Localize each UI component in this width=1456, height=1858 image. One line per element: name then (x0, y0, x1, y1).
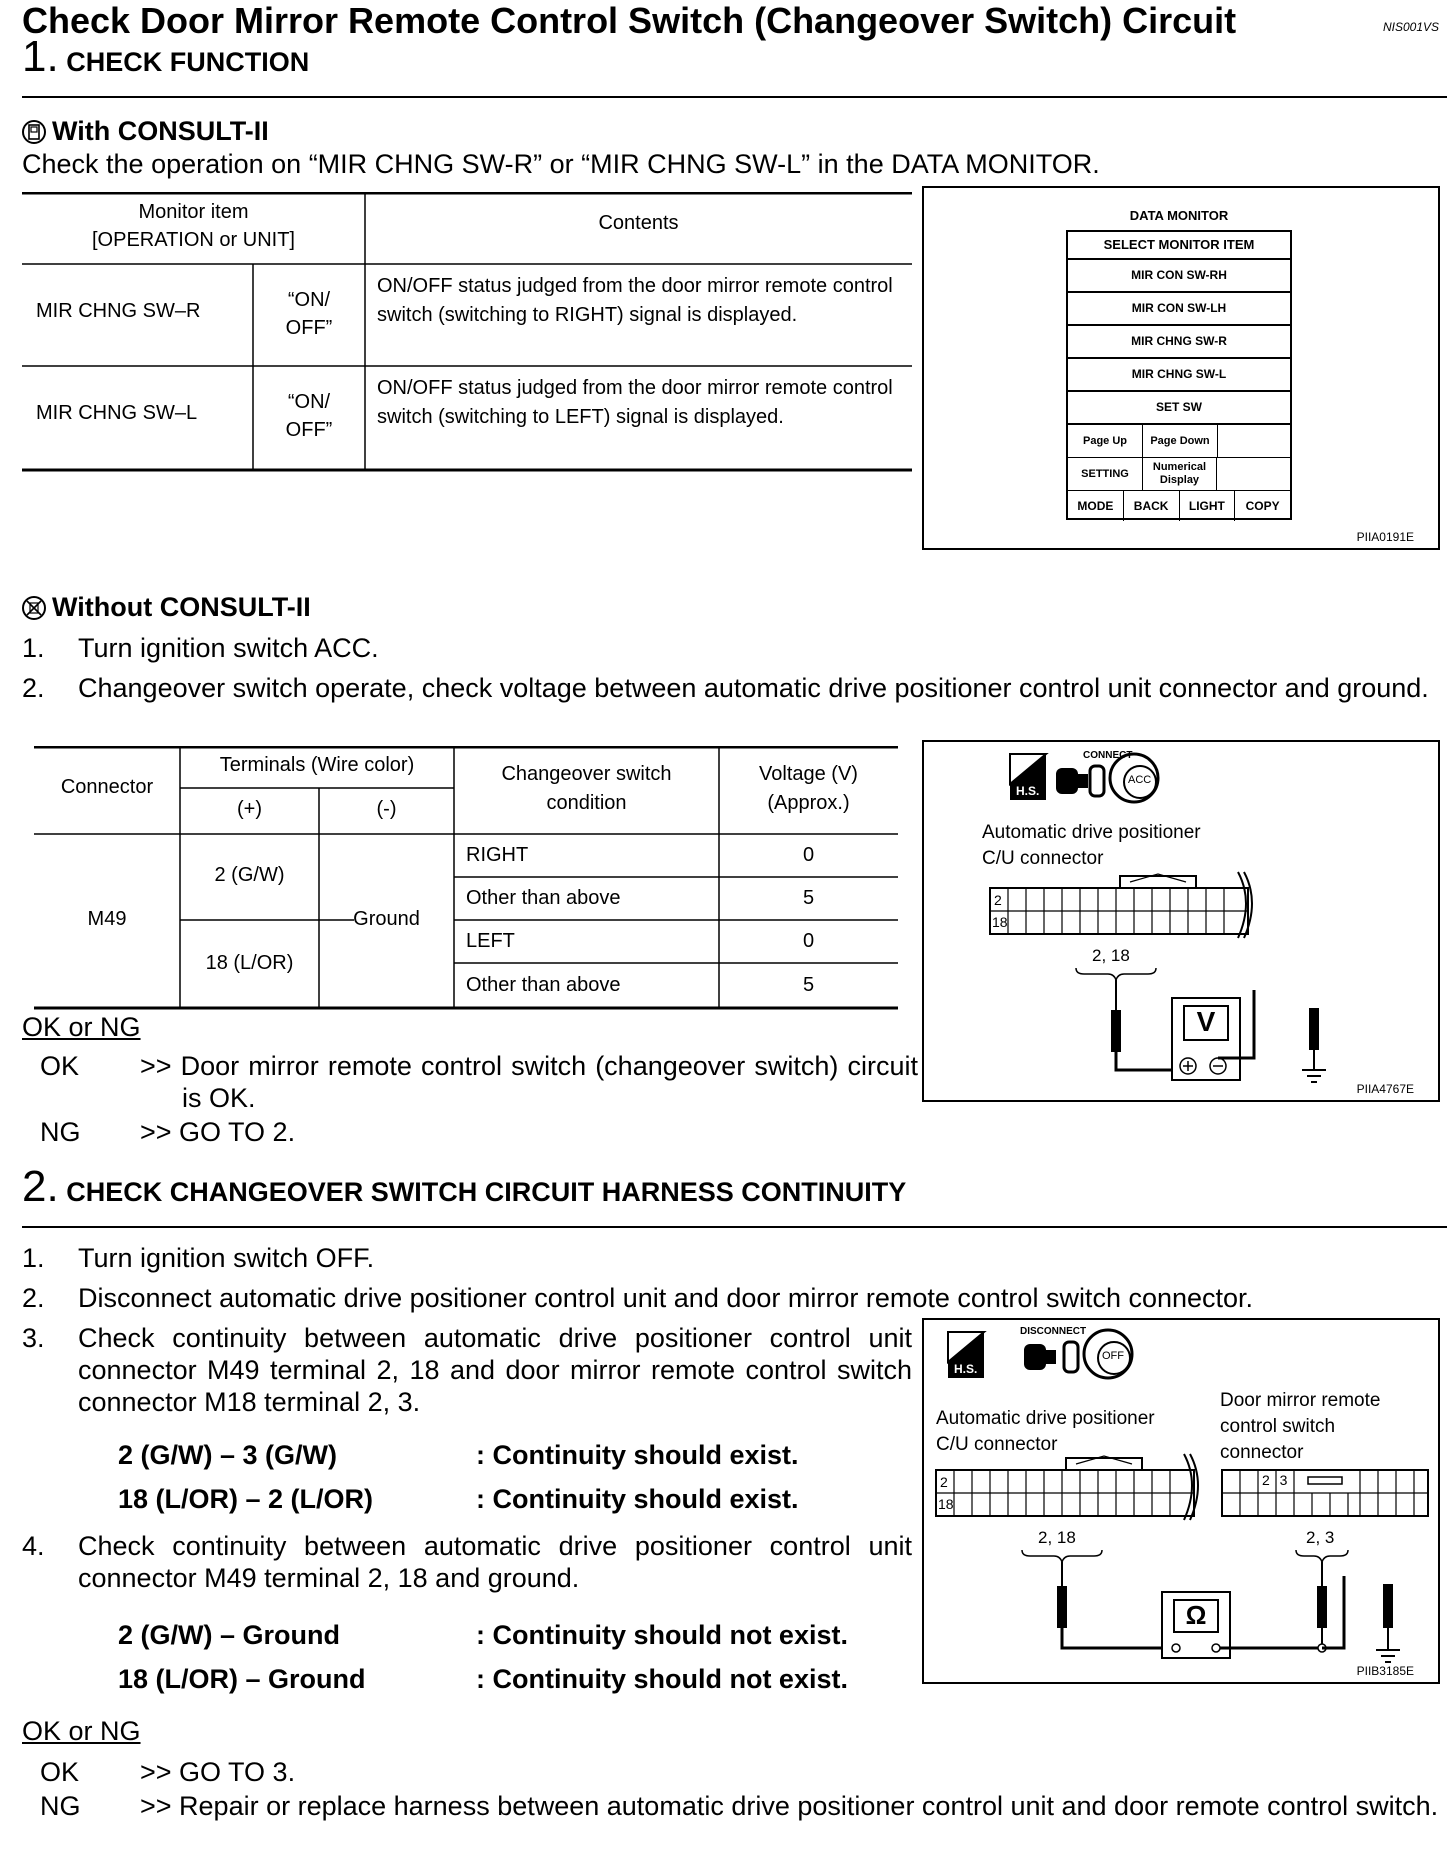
check-result: : Continuity should not exist. (476, 1620, 848, 1650)
vt-voltage: 5 (802, 887, 815, 909)
ok-text: >> Door mirror remote control switch (changeover switch) circuit is OK. (140, 1051, 918, 1113)
data-monitor-screen (1066, 230, 1292, 520)
acc-label: ACC (1128, 774, 1152, 786)
terminal-label-left: 2, 18 (1038, 1528, 1076, 1547)
vt-header-plus: (+) (237, 798, 262, 820)
step2-item-2: 2. Disconnect automatic drive positioner control unit and door mirror remote control switch connector. (22, 1282, 1447, 1314)
vt-condition: Other than above (466, 974, 621, 996)
vt-voltage: 5 (802, 974, 815, 996)
vt-ground: Ground (353, 908, 420, 930)
monitor-row2-contents: ON/OFF status judged from the door mirror remote control switch (switching to LEFT) signal is displayed. (377, 377, 893, 428)
with-consult-text: Check the operation on “MIR CHNG SW-R” or “MIR CHNG SW-L” in the DATA MONITOR. (22, 149, 1100, 179)
without-consult-heading (22, 592, 311, 623)
off-label: OFF (1102, 1350, 1124, 1362)
vt-condition: RIGHT (466, 844, 529, 866)
check-pair: 18 (L/OR) – Ground (118, 1664, 366, 1694)
terminal-label-right: 2, 3 (1306, 1528, 1335, 1547)
vt-voltage: 0 (802, 930, 815, 952)
check-result: : Continuity should exist. (476, 1440, 799, 1470)
ok-label: OK (40, 1051, 80, 1081)
with-consult-heading (22, 116, 269, 147)
voltage-table (34, 746, 898, 1010)
figure-id: PIIA0191E (1356, 530, 1414, 544)
copy-button[interactable]: COPY (1245, 499, 1280, 513)
light-button[interactable]: LIGHT (1180, 491, 1236, 521)
ng-text: >> Repair or replace harness between automatic drive positioner control unit and door remote control switch. (140, 1791, 1439, 1821)
figure-id: PIIA4767E (1356, 1082, 1414, 1096)
vt-header-terminals: Terminals (Wire color) (219, 754, 415, 776)
check-result: : Continuity should exist. (476, 1484, 799, 1514)
terminal-label: 2, 18 (1092, 946, 1130, 965)
ok-label: OK (40, 1757, 80, 1787)
ok-ng-label: OK or NG (22, 1716, 141, 1746)
figure-id: PIIB3185E (1356, 1664, 1414, 1678)
monitor-row1-contents: ON/OFF status judged from the door mirror remote control switch (switching to RIGHT) signal is displayed. (377, 275, 893, 326)
check-pair: 2 (G/W) – Ground (118, 1620, 340, 1650)
step2-item-3: 3. Check continuity between automatic drive positioner control unit connector M49 terminal 2, 18 and door mirror remote control switch connector M18 terminal 2, 3. (22, 1323, 912, 1417)
monitor-row2-unit: “ON/ OFF” (285, 391, 333, 441)
disconnect-label: DISCONNECT (1020, 1326, 1087, 1337)
monitor-row1-item: MIR CHNG SW–R (36, 300, 201, 322)
consult-icon (22, 120, 46, 144)
without-step-2-text: Changeover switch operate, check voltage between automatic drive positioner control unit connector and ground. (78, 673, 1429, 703)
continuity-check-diagram (924, 1320, 1442, 1686)
page-title: Check Door Mirror Remote Control Switch (Changeover Switch) Circuit (22, 0, 1237, 41)
select-monitor-item[interactable]: SELECT MONITOR ITEM (1068, 232, 1290, 260)
doc-id: NIS001VS (1383, 20, 1440, 34)
numerical-display-button[interactable]: Numerical Display (1143, 458, 1217, 490)
pin-18: 18 (992, 914, 1008, 930)
vt-connector: M49 (87, 908, 127, 930)
vt-condition: LEFT (466, 930, 515, 952)
pin-2: 2 (940, 1474, 948, 1490)
hs-label: H.S. (954, 1362, 978, 1376)
step1-heading-text: CHECK FUNCTION (66, 47, 310, 77)
monitor-row1-unit: “ON/ OFF” (285, 289, 333, 339)
left-connector-label: Automatic drive positioner C/U connector (936, 1408, 1155, 1455)
step2-item-3-text: Check continuity between automatic drive positioner control unit connector M49 terminal 2, 18 and door mirror remote control switch connector M18 terminal 2, 3. (78, 1323, 912, 1417)
vt-header-minus: (-) (376, 798, 397, 820)
pins-2-3: 2 3 (1262, 1472, 1291, 1488)
figure-data-monitor (922, 186, 1440, 550)
step2-heading-text: CHECK CHANGEOVER SWITCH CIRCUIT HARNESS CONTINUITY (66, 1177, 907, 1207)
vt-condition: Other than above (466, 887, 621, 909)
monitor-option[interactable]: MIR CHNG SW-R (1068, 326, 1290, 359)
step2-item-2-text: Disconnect automatic drive positioner control unit and door mirror remote control switch connector. (78, 1283, 1254, 1313)
connect-label: CONNECT (1083, 750, 1133, 761)
check-pair: 2 (G/W) – 3 (G/W) (118, 1440, 337, 1470)
vt-header-condition: Changeover switch condition (501, 763, 672, 814)
ok-text: >> GO TO 3. (140, 1757, 296, 1787)
divider (22, 96, 1447, 98)
step1-heading (22, 32, 309, 82)
step2-item-1-text: Turn ignition switch OFF. (78, 1243, 375, 1273)
connector-label: Automatic drive positioner C/U connector (982, 822, 1201, 869)
ng-label: NG (40, 1791, 81, 1821)
back-button[interactable]: BACK (1124, 491, 1180, 521)
monitor-header-contents: Contents (598, 212, 679, 234)
check-result: : Continuity should not exist. (476, 1664, 848, 1694)
monitor-option[interactable]: MIR CON SW-LH (1068, 293, 1290, 326)
step2-item-4-text: Check continuity between automatic drive positioner control unit connector M49 terminal 2, 18 and ground. (78, 1531, 912, 1593)
vt-voltage: 0 (802, 844, 815, 866)
without-consult-label: Without CONSULT-II (52, 592, 311, 622)
right-connector-label: Door mirror remote control switch connector (1220, 1390, 1381, 1463)
vt-terminal-1: 2 (G/W) (214, 864, 285, 886)
step2-number: 2. (22, 1162, 59, 1211)
page-down-button[interactable]: Page Down (1143, 425, 1218, 457)
step2-item-1: 1. Turn ignition switch OFF. (22, 1242, 1447, 1274)
ng-label: NG (40, 1117, 81, 1147)
with-consult-label: With CONSULT-II (52, 116, 269, 146)
ok-ng-label: OK or NG (22, 1012, 141, 1042)
pin-18: 18 (938, 1496, 954, 1512)
data-monitor-title: DATA MONITOR (1129, 208, 1229, 223)
monitor-option[interactable]: MIR CHNG SW-L (1068, 359, 1290, 392)
step1-number: 1. (22, 32, 59, 81)
no-consult-icon (22, 596, 46, 620)
pin-2: 2 (994, 892, 1002, 908)
check-pair: 18 (L/OR) – 2 (L/OR) (118, 1484, 374, 1514)
without-step-2: 2. Changeover switch operate, check voltage between automatic drive positioner control unit connector and ground. (22, 672, 1447, 704)
mode-button[interactable]: MODE (1068, 491, 1124, 521)
step2-heading (22, 1162, 906, 1212)
page-up-button[interactable]: Page Up (1068, 425, 1143, 457)
figure-continuity-check (922, 1318, 1440, 1684)
vt-terminal-2: 18 (L/OR) (205, 952, 294, 974)
step2-item-4: 4. Check continuity between automatic drive positioner control unit connector M49 terminal 2, 18 and ground. (22, 1531, 912, 1593)
divider (22, 1226, 1447, 1228)
monitor-header-item: Monitor item [OPERATION or UNIT] (92, 201, 295, 251)
ohmmeter-icon: Ω (1185, 1600, 1207, 1630)
without-step-1: 1. Turn ignition switch ACC. (22, 632, 1447, 664)
hs-label: H.S. (1016, 784, 1040, 798)
setting-button[interactable]: SETTING (1068, 458, 1143, 490)
voltmeter-icon: V (1196, 1006, 1216, 1037)
without-step-1-text: Turn ignition switch ACC. (78, 633, 379, 663)
monitor-row2-item: MIR CHNG SW–L (36, 402, 198, 424)
vt-header-voltage: Voltage (V) (Approx.) (759, 763, 858, 814)
figure-voltage-check (922, 740, 1440, 1102)
monitor-option[interactable]: SET SW (1068, 392, 1290, 425)
monitor-option[interactable]: MIR CON SW-RH (1068, 260, 1290, 293)
vt-header-connector: Connector (60, 776, 154, 798)
ng-text: >> GO TO 2. (140, 1117, 296, 1147)
